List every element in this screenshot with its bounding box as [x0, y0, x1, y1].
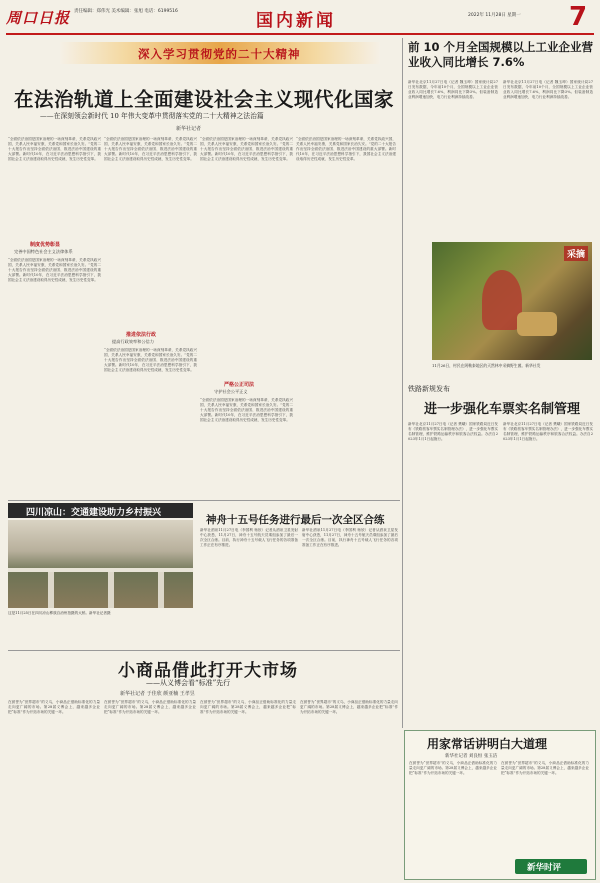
bridge-deck — [8, 568, 193, 572]
xinhua-logo-text: 新华时评 — [527, 863, 562, 873]
bridge-pier-1 — [48, 572, 54, 608]
sichuan-headline: 四川凉山：交通建设助力乡村振兴 — [26, 508, 162, 518]
bottom-subhead: ——从义博会看“标准”先行 — [146, 679, 231, 687]
lead-subhead-1: 制度优势彰显 — [30, 242, 61, 248]
lead-subhead-6: 守护社会公平正义 — [214, 389, 248, 394]
mushroom-photo — [432, 242, 592, 360]
commentary-byline: 新华社记者 刘良恒 张玉洁 — [445, 754, 498, 759]
lead-subhead-5: 严格公正司法 — [224, 382, 255, 388]
shenzhou-column-1: 新华社酒泉11月27日电（李国利 杨欣）记者从酒泉卫星发射中心获悉，11月27日，神舟十五号航天员乘组参加了最后一次全区合练。目前，执行神舟十五号载人飞行任务的各项准备工作正在有序推进。 — [200, 528, 298, 547]
bottom-column-1: 在被誉为“世界超市”的义乌，小商品正借助标准化的力量走向更广阔的市场。第28届义博会上，越来越多企业把“标准”作为开拓市场的关键一环。 — [8, 700, 100, 714]
photo-caption: 11月26日，村民在阿勒泰地区的天然林中采摘野生菌。新华社发 — [432, 363, 541, 368]
bottom-column-2: 在被誉为“世界超市”的义乌，小商品正借助标准化的力量走向更广阔的市场。第28届义博会上，越来越多企业把“标准”作为开拓市场的关键一环。 — [104, 700, 196, 714]
sichuan-rule — [8, 500, 400, 501]
lead-column-3: “全面依法治国是国家治理的一场深刻革命，关系党执政兴国，关系人民幸福安康，关系党和国家长治久安。”党的二十大报告作出坚持全面依法治国、推进法治中国建设的重大部署。新时代10年，在习近平法治思想科学指引下，我国社会主义法治建设取得历史性成就、发生历史性变革。 — [200, 137, 293, 161]
newspaper-logo: 周口日报 — [6, 9, 71, 27]
date-line: 2022年 11月28日 星期一 — [468, 13, 521, 18]
sichuan-caption: 这是11月25日在四川凉山彝族自治州拍摄的大桥。新华社记者摄 — [8, 611, 111, 615]
masthead — [0, 0, 600, 34]
lead-byline: 新华社记者 — [176, 126, 202, 132]
lead-column-3b: “全面依法治国是国家治理的一场深刻革命，关系党执政兴国，关系人民幸福安康，关系党和国家长治久安。”党的二十大报告作出坚持全面依法治国、推进法治中国建设的重大部署。新时代10年，在习近平法治思想科学指引下，我国社会主义法治建设取得历史性成就、发生历史性变革。 — [200, 398, 293, 422]
section-title: 国内新闻 — [256, 11, 336, 31]
industry-column-2: 新华社北京11月27日电（记者 魏玉坤）国家统计局27日发布数据，今年前10个月，全国规模以上工业企业营业收入同比增长7.6%，利润同比下降3%。但装备制造业利润增速加快，电力行业利润持续改善。 — [503, 80, 593, 99]
xinhua-logo — [515, 859, 587, 874]
masthead-rule — [6, 33, 594, 35]
lead-column-2b: “全面依法治国是国家治理的一场深刻革命，关系党执政兴国，关系人民幸福安康，关系党和国家长治久安。”党的二十大报告作出坚持全面依法治国、推进法治中国建设的重大部署。新时代10年，在习近平法治思想科学指引下，我国社会主义法治建设取得历史性成就、发生历史性变革。 — [104, 348, 197, 372]
masthead-meta: 责任编辑：郑伟光 美术编辑：张旭 电话：6199516 — [74, 9, 178, 14]
lead-column-1: “全面依法治国是国家治理的一场深刻革命，关系党执政兴国，关系人民幸福安康，关系党和国家长治久安。”党的二十大报告作出坚持全面依法治国、推进法治中国建设的重大部署。新时代10年，在习近平法治思想科学指引下，我国社会主义法治建设取得历史性成就、发生历史性变革。 — [8, 137, 101, 161]
commentary-column-2: 在被誉为“世界超市”的义乌，小商品正借助标准化的力量走向更广阔的市场。第28届义博会上，越来越多企业把“标准”作为开拓市场的关键一环。 — [501, 761, 589, 775]
commentary-column-1: 在被誉为“世界超市”的义乌，小商品正借助标准化的力量走向更广阔的市场。第28届义博会上，越来越多企业把“标准”作为开拓市场的关键一环。 — [409, 761, 497, 775]
photo-figure — [482, 270, 522, 330]
lead-column-2: “全面依法治国是国家治理的一场深刻革命，关系党执政兴国，关系人民幸福安康，关系党和国家长治久安。”党的二十大报告作出坚持全面依法治国、推进法治中国建设的重大部署。新时代10年，在习近平法治思想科学指引下，我国社会主义法治建设取得历史性成就、发生历史性变革。 — [104, 137, 197, 161]
lead-subhead-2: 完善中国特色社会主义法律体系 — [14, 249, 73, 254]
bottom-headline: 小商品借此打开大市场 — [118, 661, 298, 681]
lead-subhead-4: 提高行政效率和公信力 — [112, 339, 154, 344]
shenzhou-headline: 神舟十五号任务进行最后一次全区合练 — [206, 514, 385, 526]
bottom-column-4: 在被誉为“世界超市”的义乌，小商品正借助标准化的力量走向更广阔的市场。第28届义博会上，越来越多企业把“标准”作为开拓市场的关键一环。 — [300, 700, 398, 714]
lead-column-4: “全面依法治国是国家治理的一场深刻革命，关系党执政兴国，关系人民幸福安康，关系党和国家长治久安。”党的二十大报告作出坚持全面依法治国、推进法治中国建设的重大部署。新时代10年，在习近平法治思想科学指引下，我国社会主义法治建设取得历史性成就、发生历史性变革。 — [296, 137, 396, 161]
railway-kicker: 铁路新规发布 — [408, 385, 450, 393]
railway-column-2: 新华社北京11月27日电（记者 樊曦）国家铁路局近日发布《铁路旅客车票实名制管理办法》，进一步强化车票实名制管理，维护铁路运输秩序和旅客合法权益。办法自2023年1月1日起施行。 — [503, 422, 593, 441]
commentary-box — [404, 730, 596, 880]
theme-banner — [60, 42, 380, 64]
column-divider — [402, 38, 403, 728]
sichuan-photo — [8, 520, 193, 608]
railway-column-1: 新华社北京11月27日电（记者 樊曦）国家铁路局近日发布《铁路旅客车票实名制管理办法》，进一步强化车票实名制管理，维护铁路运输秩序和旅客合法权益。办法自2023年1月1日起施行。 — [408, 422, 498, 441]
bridge-pier-3 — [158, 572, 164, 608]
banner-text: 深入学习贯彻党的二十大精神 — [138, 47, 301, 61]
page-number: 7 — [569, 2, 588, 32]
industry-column-1: 新华社北京11月27日电（记者 魏玉坤）国家统计局27日发布数据，今年前10个月，全国规模以上工业企业营业收入同比增长7.6%，利润同比下降3%。但装备制造业利润增速加快，电力行业利润持续改善。 — [408, 80, 498, 99]
lead-headline: 在法治轨道上全面建设社会主义现代化国家 — [14, 88, 395, 111]
lead-subhead: ——在深刻领会新时代 10 年伟大变革中贯彻落实党的二十大精神之法治篇 — [40, 112, 264, 120]
bottom-byline: 新华社记者 于佳欣 颜亚楠 王孝昱 — [120, 691, 195, 697]
bridge-pier-2 — [108, 572, 114, 608]
lead-column-1b: “全面依法治国是国家治理的一场深刻革命，关系党执政兴国，关系人民幸福安康，关系党和国家长治久安。”党的二十大报告作出坚持全面依法治国、推进法治中国建设的重大部署。新时代10年，在习近平法治思想科学指引下，我国社会主义法治建设取得历史性成就、发生历史性变革。 — [8, 258, 101, 282]
industry-headline: 前 10 个月全国规模以上工业企业营业收入同比增长 7.6% — [408, 40, 594, 69]
photo-basket — [517, 312, 557, 336]
photo-label: 采摘 — [564, 246, 588, 261]
bottom-rule — [8, 650, 400, 651]
commentary-headline: 用家常话讲明白大道理 — [427, 737, 548, 751]
lead-subhead-3: 推进依法行政 — [126, 332, 157, 338]
shenzhou-column-2: 新华社酒泉11月27日电（李国利 杨欣）记者从酒泉卫星发射中心获悉，11月27日，神舟十五号航天员乘组参加了最后一次全区合练。目前，执行神舟十五号载人飞行任务的各项准备工作正在有序推进。 — [302, 528, 398, 547]
bottom-column-3: 在被誉为“世界超市”的义乌，小商品正借助标准化的力量走向更广阔的市场。第28届义博会上，越来越多企业把“标准”作为开拓市场的关键一环。 — [200, 700, 296, 714]
sichuan-bar — [8, 503, 193, 518]
railway-headline: 进一步强化车票实名制管理 — [424, 402, 581, 417]
